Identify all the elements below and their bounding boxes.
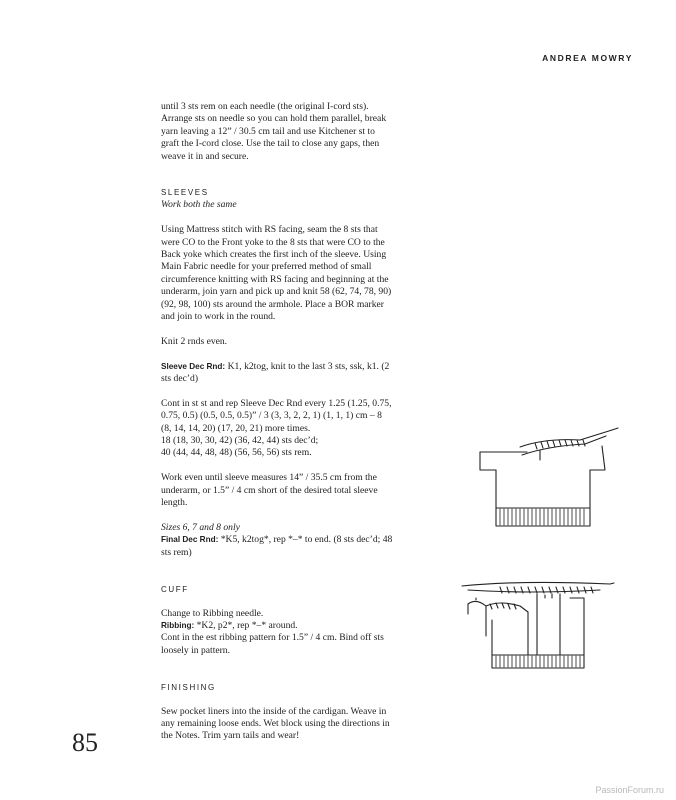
cuff-heading: CUFF bbox=[161, 584, 189, 594]
finishing-paragraph: Sew pocket liners into the inside of the cardigan. Weave in any remaining loose ends. Wet block using the directions in the Notes. Trim yarn tails and wear! bbox=[161, 705, 390, 742]
ribbing-text: *K2, p2*, rep *–* around. bbox=[194, 619, 298, 631]
author-name: ANDREA MOWRY bbox=[542, 53, 633, 63]
final-dec-label: Final Dec Rnd: bbox=[161, 535, 219, 545]
sleeves-p3-rem: 40 (44, 44, 48, 48) (56, 56, 56) sts rem. bbox=[161, 447, 312, 459]
sizes-note: Sizes 6, 7 and 8 only bbox=[161, 521, 240, 533]
cuff-line-1: Change to Ribbing needle. bbox=[161, 607, 264, 619]
sleeves-paragraph-2: Knit 2 rnds even. bbox=[161, 335, 228, 347]
instructions-column bbox=[161, 101, 393, 755]
sleeves-paragraph-4: Work even until sleeve measures 14” / 35.5 cm from the underarm, or 1.5” / 4 cm short of the desired total sleeve length. bbox=[161, 472, 378, 509]
intro-paragraph: until 3 sts rem on each needle (the original I-cord sts). Arrange sts on needle so you can hold them parallel, break yarn leaving a 12” / 30.5 cm tail and use Kitchener st to graft the I-cord close. Use the tail to close any gaps, then weave it in and secure. bbox=[161, 101, 387, 162]
cuff-ribbing bbox=[161, 620, 393, 632]
final-dec-rnd bbox=[161, 534, 393, 559]
sleeves-paragraph-3 bbox=[161, 398, 393, 460]
finishing-heading: FINISHING bbox=[161, 682, 216, 692]
sleeves-p3-dec: 18 (18, 30, 30, 42) (36, 42, 44) sts dec’d; bbox=[161, 435, 319, 447]
final-dec-text: *K5, k2tog*, rep *–* to end. (8 sts dec’d; 48 sts rem) bbox=[161, 534, 393, 558]
watermark: PassionForum.ru bbox=[595, 785, 664, 795]
sleeve-dec-label: Sleeve Dec Rnd: bbox=[161, 361, 226, 371]
page-number: 85 bbox=[72, 728, 98, 757]
sleeves-subtitle: Work both the same bbox=[161, 199, 237, 211]
cuff-paragraph-2: Cont in the est ribbing pattern for 1.5” / 4 cm. Bind off sts loosely in pattern. bbox=[161, 632, 384, 656]
sleeves-p3-line: Cont in st st and rep Sleeve Dec Rnd every 1.25 (1.25, 0.75, 0.75, 0.5) (0.5, 0.5, 0.5)” / 3 (3, 3, 2, 2, 1) (1, 1, 1) cm – 8 (8, 14, 14, 20) (17, 20, 21) more times. bbox=[161, 397, 392, 434]
ribbing-label: Ribbing: bbox=[161, 620, 195, 630]
sleeves-paragraph-1: Using Mattress stitch with RS facing, seam the 8 sts that were CO to the Front yoke to the 8 sts that were CO to the Back yoke which creates the first inch of the sleeve. Using Main Fabric needle for your preferred method of small circumference knitting with RS facing and beginning at the underarm, join yarn and pick up and knit 58 (62, 74, 78, 90) (92, 98, 100) sts around the armhole. Place a BOR marker and join to work in the round. bbox=[161, 224, 392, 323]
sleeve-dec-rnd bbox=[161, 361, 393, 386]
sleeves-heading: SLEEVES bbox=[161, 188, 209, 198]
sleeve-dec-text: K1, k2tog, knit to the last 3 sts, ssk, k1. (2 sts dec’d) bbox=[161, 360, 390, 385]
